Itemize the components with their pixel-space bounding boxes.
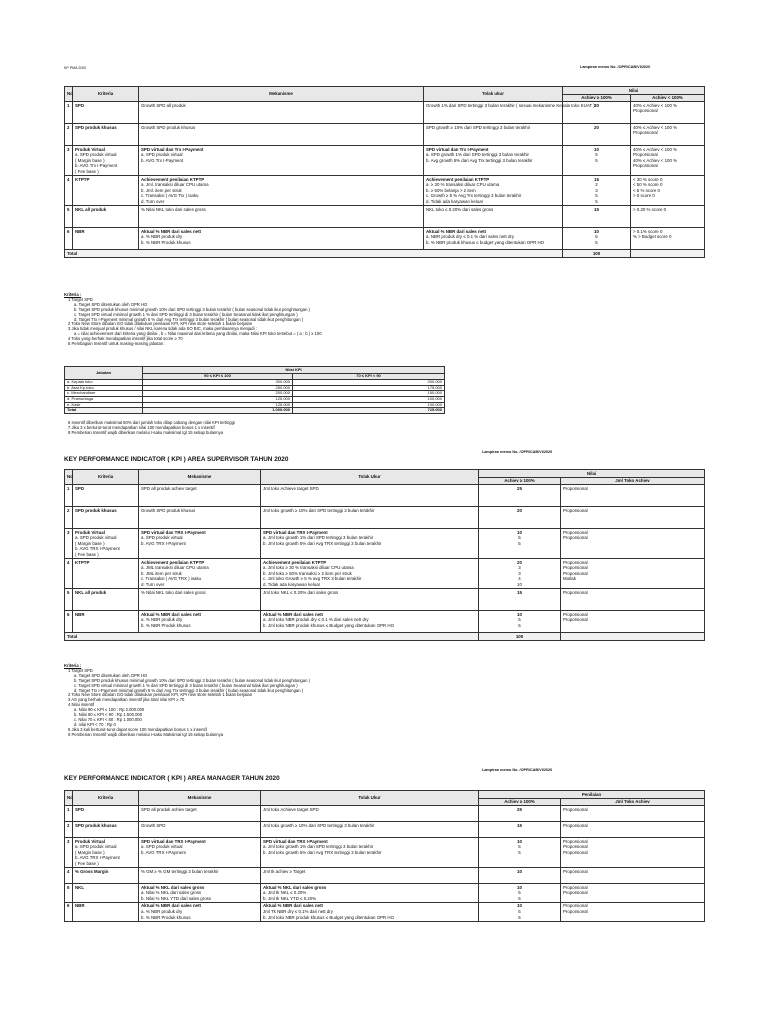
total-value: 100 — [563, 250, 631, 258]
col-jabatan: Jabatan — [65, 367, 143, 380]
row-kriteria: NBR — [73, 902, 139, 921]
row-no: 1 — [65, 102, 73, 124]
row-jabatan: e. Kasir — [65, 402, 143, 408]
row-achiev-other: 40% ≤ Achiev < 100 % Proporsional — [631, 124, 705, 146]
row-value-70-90: 175.000 — [293, 385, 445, 391]
row-achiev-100: 10 5 5 — [479, 884, 561, 903]
row-achiev-other: Proporsional — [561, 806, 705, 822]
row-achiev-other: 40% ≤ Achiev < 100 % Proporsional 40% ≤ Achiev < 100 % Proporsional — [631, 146, 705, 176]
note-line: 3 Jika tidak menjual produk khusus / nilai NKL karena tidak ada SO BIC, maka pembaannya menjadi : — [68, 326, 257, 332]
incentive-table — [64, 366, 445, 414]
col-nilai-kpi: Nilai KPI — [143, 367, 445, 374]
note-line: 8 Pemberian Insentif wajib diberikan melalui I-saku maksimal tgl 15 setiap bulannya — [68, 429, 224, 435]
table-row — [65, 838, 705, 868]
row-no: 2 — [65, 124, 73, 146]
row-tolak-ukur: Jml toko growth ≥ 10% dari SPD tertinggi 3 bulan terakhir — [261, 822, 479, 838]
row-tolak-ukur: Aktual % NBR dari sales nett Jml Tk NBR dry ≤ 0.1% dari nett dry b. Jml toko NBR produk khusus ≤ Budget yang ditentukan OPR HO — [261, 902, 479, 921]
row-value-70-90: 150.000 — [293, 391, 445, 397]
row-no: 5 — [65, 589, 73, 611]
row-value-90-100: 250.000 — [143, 385, 293, 391]
row-mekanisme: Growth SPD produk khusus — [139, 507, 261, 529]
row-achiev-100: 15 2 3 5 5 — [563, 176, 631, 206]
col-jml-toko-achiev: Jml Toko Achiev — [561, 798, 705, 806]
table-row — [65, 146, 705, 176]
row-mekanisme: SPD all produk achiev target — [139, 485, 261, 507]
col-tolak-ukur: Tolak Ukur — [261, 470, 479, 485]
row-value-70-90: 100.000 — [293, 396, 445, 402]
row-achiev-other: Proporsional Proporsional Proporsional — [561, 838, 705, 868]
row-achiev-100: 30 — [563, 102, 631, 124]
total-empty — [561, 633, 705, 641]
row-achiev-100: 15 — [479, 822, 561, 838]
criteria-notes-title: Kriteria : — [64, 292, 82, 297]
note-line: 3 AS yang berhak mendapatkan insentif jika total nilai KPI ≥ 70 — [68, 697, 185, 703]
row-tolak-ukur: SPD virtual dan TRX I-Payment a. Jml toko growth 1% dari SPD tertinggi 3 bulan terakhir b. Jml toko growth 5% dari Avg TRX tertinggi 3 bulan terakhir — [261, 529, 479, 559]
criteria-notes-store-extra — [64, 421, 235, 436]
kpi-table-as — [64, 469, 705, 641]
criteria-notes-as — [64, 664, 310, 738]
col-mekanisme: Mekanisme — [139, 87, 424, 102]
row-achiev-other: < 30 % score 0 < 50 % score 0 < 5 % score 0 > 0 score 0 — [631, 176, 705, 206]
table-row — [65, 176, 705, 206]
row-tolak-ukur: Achievement penilaian KTPTP a. ≥ 30 % transaksi diluar CPU utama b. ≥ 50% belanja > 2 item c. Growth ≥ 5 % Avg Trx tertinggi 3 bulan terakhir d. Tidak ada karyawan keluar — [424, 176, 563, 206]
row-kriteria: SPD produk khusus — [73, 507, 139, 529]
note-line: c. Target SPD virtual minimal growth 1 % dari SPD tertinggi di 3 bulan terakhir ( bulan Seasonal tidak ikut penghitungan ) — [74, 311, 298, 317]
criteria-notes-title: Kriteria : — [64, 663, 82, 668]
row-achiev-100: 10 5 5 — [479, 902, 561, 921]
table-row — [65, 589, 705, 611]
row-achiev-100: 20 3 3 4 10 — [479, 559, 561, 589]
row-kriteria: Produk Virtual a. SPD produk virtual ( Margin base ) b. AVG Trx I-Payment ( Fee base ) — [73, 146, 139, 176]
note-line: b. Nilai 80 ≤ KPI < 90 : Rp 1.500.000 — [74, 712, 143, 718]
row-tolak-ukur: Jml toko growth ≥ 10% dari SPD tertinggi 3 bulan terakhir — [261, 507, 479, 529]
row-achiev-100: 15 — [563, 206, 631, 228]
col-tolak-ukur: Tolak ukur — [424, 87, 563, 102]
row-tolak-ukur: Jml toko NKL ≤ 0.20% dari sales gross — [261, 589, 479, 611]
row-achiev-100: 20 — [563, 124, 631, 146]
row-jabatan: b. Asst.Kp.toko — [65, 385, 143, 391]
note-line: c. Nilai 70 ≤ KPI < 80 : Rp 1.000.000 — [74, 716, 142, 722]
row-no: 2 — [65, 822, 73, 838]
row-kriteria: NBR — [73, 228, 139, 250]
note-line: 6 Insentif diberikan maksimal 50% dari jumlah toko dilap cabang dengan nilai KPI tertinggi — [68, 420, 235, 425]
col-kriteria: Kriteria — [73, 87, 139, 102]
row-mekanisme: % Nilai NKL toko dari sales gross — [139, 206, 424, 228]
table-row — [65, 884, 705, 903]
row-kriteria: NKL — [73, 884, 139, 903]
note-line: 5 Jika 3 kali berturut-turut dapat score 100 mendapatkan bonus 1 x insentif — [68, 726, 207, 732]
table-row — [65, 507, 705, 529]
row-no: 3 — [65, 146, 73, 176]
row-achiev-other: Proporsional — [561, 589, 705, 611]
col-kriteria: Kriteria — [73, 791, 139, 806]
col-no: No — [65, 87, 73, 102]
col-penilaian: Penilaian — [479, 791, 705, 799]
kpi-table-am-body — [65, 806, 705, 922]
row-mekanisme: Achievement penilaian KTPTP a. JML transaksi diluar CPU utama b. JML item per struk c. Transaksi ( AVG TRX ) isaku d. Turn over — [139, 559, 261, 589]
row-value-90-100: 200.000 — [143, 391, 293, 397]
row-value-90-100: 125.000 — [143, 402, 293, 408]
table-row — [65, 868, 705, 884]
doc-code: KP PMA 2020 — [64, 66, 87, 70]
memo-reference: Lampiran memo No. /OPR/CAB/VI/2020 — [580, 65, 651, 69]
row-mekanisme: Aktual % NBR dari sales nett a. % NBR produk dry b. % NBR Produk khusus — [139, 228, 424, 250]
table-row — [65, 611, 705, 633]
row-mekanisme: SPD virtual dan TRX I-Payment a. SPD produk virtual b. AVG TRX I-Payment — [139, 838, 261, 868]
row-no: 3 — [65, 529, 73, 559]
row-achiev-100: 10 5 5 — [563, 146, 631, 176]
table-row — [65, 559, 705, 589]
row-achiev-other: Proporsional — [561, 507, 705, 529]
row-achiev-100: 10 5 5 — [479, 611, 561, 633]
incentive-total-label: Total — [65, 408, 143, 414]
row-kriteria: NBR — [73, 611, 139, 633]
criteria-notes-store — [64, 293, 322, 347]
row-jabatan: a. Kepala toko — [65, 380, 143, 386]
note-line: a. Target SPD ditentukan oleh OPR HO — [74, 672, 148, 678]
incentive-total-v1: 1.000.000 — [143, 408, 293, 414]
col-kpi-90-100: 90 ≤ KPI ≤ 100 — [143, 373, 293, 380]
row-no: 1 — [65, 806, 73, 822]
col-jml-toko-achiev: Jml Toko Achiev — [561, 477, 705, 485]
note-line: d. nilai KPI < 70 : Rp 0 — [74, 721, 116, 727]
row-kriteria: SPD — [73, 806, 139, 822]
table-row — [65, 806, 705, 822]
note-line: 6 Pemberian Insentif wajib diberikan melalui I-saku Maksimal tgl 15 setiap bulannya — [68, 731, 224, 737]
note-line: 1 Target SPD — [68, 296, 93, 302]
row-jabatan: d. Pramuniaga — [65, 396, 143, 402]
total-label: Total — [65, 633, 479, 641]
row-kriteria: SPD produk khusus — [73, 822, 139, 838]
col-kpi-70-90: 70 ≤ KPI < 90 — [293, 373, 445, 380]
note-line: c. Target SPD virtual minimal growth 1 % dari SPD tertinggi di 3 bulan terakhir ( bulan Seasonal tidak ikut penghitungan ) — [74, 682, 298, 688]
note-line: 4 Toko yang berhak mendapatkan insentif jika total score ≥ 70 — [68, 336, 183, 342]
col-achiev-100: Achiev ≥ 100% — [479, 798, 561, 806]
row-no: 5 — [65, 884, 73, 903]
kpi-table-as-body — [65, 485, 705, 633]
row-kriteria: SPD — [73, 485, 139, 507]
table-row — [65, 102, 705, 124]
row-value-90-100: 125.000 — [143, 396, 293, 402]
row-no: 6 — [65, 228, 73, 250]
note-line: 2 Toko New Store dibulan GO tidak dilakukan penilaian KPI, KPI new store setelah 1 bulan berjalan — [68, 321, 253, 327]
col-tolak-ukur: Tolak Ukur — [261, 791, 479, 806]
section-title-am: KEY PERFORMANCE INDICATOR ( KPI ) AREA MANAGER TAHUN 2020 — [64, 775, 280, 782]
row-mekanisme: SPD virtual dan TRX I-Payment a. SPD produk virtual b. AVG TRX I-Payment — [139, 529, 261, 559]
kpi-table-am — [64, 790, 705, 922]
row-achiev-100: 10 5 5 — [479, 838, 561, 868]
row-achiev-other: Proporsional — [561, 485, 705, 507]
col-mekanisme: Mekanisme — [139, 470, 261, 485]
table-row — [65, 902, 705, 921]
row-no: 5 — [65, 206, 73, 228]
row-achiev-100: 25 — [479, 806, 561, 822]
note-line: a. Target SPD ditentukan oleh OPR HO — [74, 301, 148, 307]
table-row — [65, 124, 705, 146]
note-line: 5 Pembagian Insentif untuk masing-masing jabatan : — [68, 341, 166, 347]
row-mekanisme: Growth SPD produk khusus — [139, 124, 424, 146]
row-tolak-ukur: Aktual % NBR dari sales nett a. Jml toko NBR produk dry ≤ 0.1 % dari sales nett dry b. Jml toko NBR produk khusus ≤ Budget yang ditentukan OPR HO — [261, 611, 479, 633]
row-mekanisme: SPD all produk achiev target — [139, 806, 261, 822]
row-tolak-ukur: Aktual % NBR dari sales nett a. NBR produk dry ≤ 0.1 % dari sales nett dry b. % NBR produk khusus ≤ budget yang ditentukan OPR HO — [424, 228, 563, 250]
row-mekanisme: Growth SPD all produk — [139, 102, 424, 124]
kpi-table-store — [64, 86, 705, 258]
row-kriteria: SPD produk khusus — [73, 124, 139, 146]
row-no: 4 — [65, 559, 73, 589]
row-tolak-ukur: SPD virtual dan Trx I-Payment a. SPD growth 1% dari SPD tertinggi 3 bulan terakhir b. Avg growth 5% dari Avg Trx tertinggi 3 bulan terakhir — [424, 146, 563, 176]
row-no: 3 — [65, 838, 73, 868]
row-no: 6 — [65, 611, 73, 633]
row-tolak-ukur: NKL toko ≤ 0.20% dari sales gross — [424, 206, 563, 228]
note-line: b. Target SPD produk khusus minimal growth 10% dari SPD tertinggi 3 bulan terakhir ( bulan seasonal tidak ikut penghitungan ) — [74, 677, 310, 683]
row-kriteria: NKL all produk — [73, 589, 139, 611]
row-achiev-other: > 0.20 % score 0 — [631, 206, 705, 228]
memo-reference-am: Lampiran memo No. /OPR/CAB/VI/2020 — [482, 768, 553, 772]
row-tolak-ukur: SPD growth ≥ 10% dari SPD tertinggi 3 bulan terakhir — [424, 124, 563, 146]
note-line: 7 Jika 3 x berturut-turut mendapatkan nilai 100 mendapatkan bonus 1 x insentif — [68, 424, 215, 430]
row-mekanisme: Achievement penilaian KTPTP a. Jml. transaksi diluar CPU utama b. Jml. item per struk c. Transaksi ( AVG Trx ) isaku d. Turn over — [139, 176, 424, 206]
row-achiev-other: > 0.1% score 0 % > Budget score 0 — [631, 228, 705, 250]
row-no: 2 — [65, 507, 73, 529]
row-mekanisme: % Nilai NKL toko dari sales gross — [139, 589, 261, 611]
row-value-70-90: 200.000 — [293, 380, 445, 386]
row-achiev-other: Proporsional — [561, 822, 705, 838]
section-title-as: KEY PERFORMANCE INDICATOR ( KPI ) AREA SUPERVISOR TAHUN 2020 — [64, 456, 289, 463]
row-mekanisme: Aktual % NKL dari sales gross a. Nilai % NKL dari sales gross b. Nilai % NKL YTD dari sales gross — [139, 884, 261, 903]
row-achiev-100: 10 5 5 — [479, 529, 561, 559]
total-label: Total — [65, 250, 563, 258]
row-tolak-ukur: Aktual % NKL dari sales gross a. Jml tk NKL ≤ 0.20% b. Jml tk NKL YTD ≤ 0.20% — [261, 884, 479, 903]
row-tolak-ukur: Jml toko Achieve target SPD — [261, 806, 479, 822]
table-row — [65, 529, 705, 559]
row-kriteria: Produk Virtual a. SPD produk virtual ( Margin base ) b. AVG TRX I-Payment ( Fee base ) — [73, 529, 139, 559]
kpi-table-store-body — [65, 102, 705, 250]
row-tolak-ukur: Jml tk achiev ≥ Target — [261, 868, 479, 884]
col-achiev-100: Achiev ≥ 100% — [563, 94, 631, 102]
incentive-total-v2: 725.000 — [293, 408, 445, 414]
row-mekanisme: Aktual % NBR dari sales nett a. % NBR produk dry b. % NBR Produk khusus — [139, 902, 261, 921]
row-achiev-other: Proporsional Proporsional — [561, 611, 705, 633]
row-achiev-other: Proporsional Proporsional — [561, 902, 705, 921]
note-line: d. Target Trx I-Payment minimal growth 5 % dari Avg Trx tertinggi 3 bulan terakhir ( bulan seasonal tidak ikut penghitungan ) — [74, 316, 304, 322]
table-row — [65, 822, 705, 838]
row-no: 1 — [65, 485, 73, 507]
incentive-table-body — [65, 380, 445, 408]
row-kriteria: SPD — [73, 102, 139, 124]
row-kriteria: % Gross Margin — [73, 868, 139, 884]
row-mekanisme: Growth SPD — [139, 822, 261, 838]
note-line: d. Target Trx I-Payment minimal growth 5 % dari Avg Trx tertinggi 3 bulan terakhir ( bulan seasonal tidak ikut penghitungan ) — [74, 687, 304, 693]
row-achiev-100: 10 5 5 — [563, 228, 631, 250]
row-kriteria: KTPTP — [73, 176, 139, 206]
row-achiev-100: 15 — [479, 589, 561, 611]
row-jabatan: c. Merchandiser — [65, 391, 143, 397]
row-achiev-other: Proporsional Proporsional — [561, 529, 705, 559]
note-line: b. Target SPD produk khusus minimal growth 10% dari SPD tertinggi 3 bulan terakhir ( bulan seasonal tidak ikut penghitungan ) — [74, 306, 310, 312]
row-mekanisme: SPD virtual dan Trx I-Payment a. SPD produk virtual b. AVG Trx I-Payment — [139, 146, 424, 176]
note-line: a = nilai achievement dari kriteria yang dinilai , b = Nilai maximal dari kriteria yang dinilai, maka Nilai KPI toko tersebut = ( a : b ) x 100 — [74, 331, 322, 337]
col-no: No — [65, 791, 73, 806]
row-kriteria: Produk Virtual a. SPD produk virtual ( Margin base ) b. AVG TRX I-Payment ( Fee base ) — [73, 838, 139, 868]
row-achiev-other: Proporsional Proporsional — [561, 884, 705, 903]
row-tolak-ukur: Achievement penilaian KTPTP a. Jml toko ≥ 30 % transaksi diluar CPU utama b. Jml toko ≥ 50% transaksi ≥ 2 item per struk c. Jml toko Growth ≥ 5 % avg TRX 3 bulan terakhir d. Tidak ada karyawan keluar — [261, 559, 479, 589]
row-mekanisme: % GM ≥ % GM tertinggi 3 bulan terakhir — [139, 868, 261, 884]
row-value-70-90: 100.000 — [293, 402, 445, 408]
col-achiev-100: Achiev ≥ 100% — [479, 477, 561, 485]
row-no: 6 — [65, 902, 73, 921]
row-achiev-100: 20 — [479, 507, 561, 529]
row-tolak-ukur: Growth 1% dari SPD tertinggi 3 bulan terakhir ( sesuai mekanisme Kepala toko KUAT ) — [424, 102, 563, 124]
row-kriteria: NKL all produk — [73, 206, 139, 228]
note-line: a. Nilai 90 ≤ KPI ≤ 100 : Rp 2.000.000 — [74, 707, 145, 713]
table-row — [65, 485, 705, 507]
col-no: No — [65, 470, 73, 485]
row-no: 4 — [65, 176, 73, 206]
row-mekanisme: Aktual % NBR dari sales nett a. % NBR produk dry b. % NBR Produk khusus — [139, 611, 261, 633]
col-kriteria: Kriteria — [73, 470, 139, 485]
note-line: 1 Target SPD — [68, 667, 93, 673]
row-achiev-other: 40% ≤ Achiev < 100 % Proporsional — [631, 102, 705, 124]
row-achiev-other: Proporsional — [561, 868, 705, 884]
row-value-90-100: 300.000 — [143, 380, 293, 386]
row-achiev-100: 25 — [479, 485, 561, 507]
table-row — [65, 206, 705, 228]
note-line: 4 Nilai insentif — [68, 702, 95, 708]
row-achiev-100: 10 — [479, 868, 561, 884]
col-nilai: Nilai — [479, 470, 705, 478]
note-line: 2 Toko New Store dibulan GO tidak dilakukan penilaian KPI, KPI new store setelah 1 bulan berjalan — [68, 692, 253, 698]
memo-reference-as: Lampiran memo No. /OPR/CAB/VI/2020 — [482, 450, 553, 454]
total-empty — [631, 250, 705, 258]
total-value: 100 — [479, 633, 561, 641]
row-tolak-ukur: SPD virtual dan TRX I-Payment a. Jml toko growth 1% dari SPD tertinggi 3 bulan terakhir b. Jml toko growth 5% dari Avg TRX tertinggi 3 bulan terakhir — [261, 838, 479, 868]
col-achiev-below-100: Achiev < 100% — [631, 94, 705, 102]
col-nilai: Nilai — [563, 87, 705, 95]
row-achiev-other: Proporsional Proporsional Proporsional Mutlak — [561, 559, 705, 589]
row-no: 4 — [65, 868, 73, 884]
table-row — [65, 228, 705, 250]
row-kriteria: KTPTP — [73, 559, 139, 589]
col-mekanisme: Mekanisme — [139, 791, 261, 806]
row-tolak-ukur: Jml toko Achieve target SPD — [261, 485, 479, 507]
